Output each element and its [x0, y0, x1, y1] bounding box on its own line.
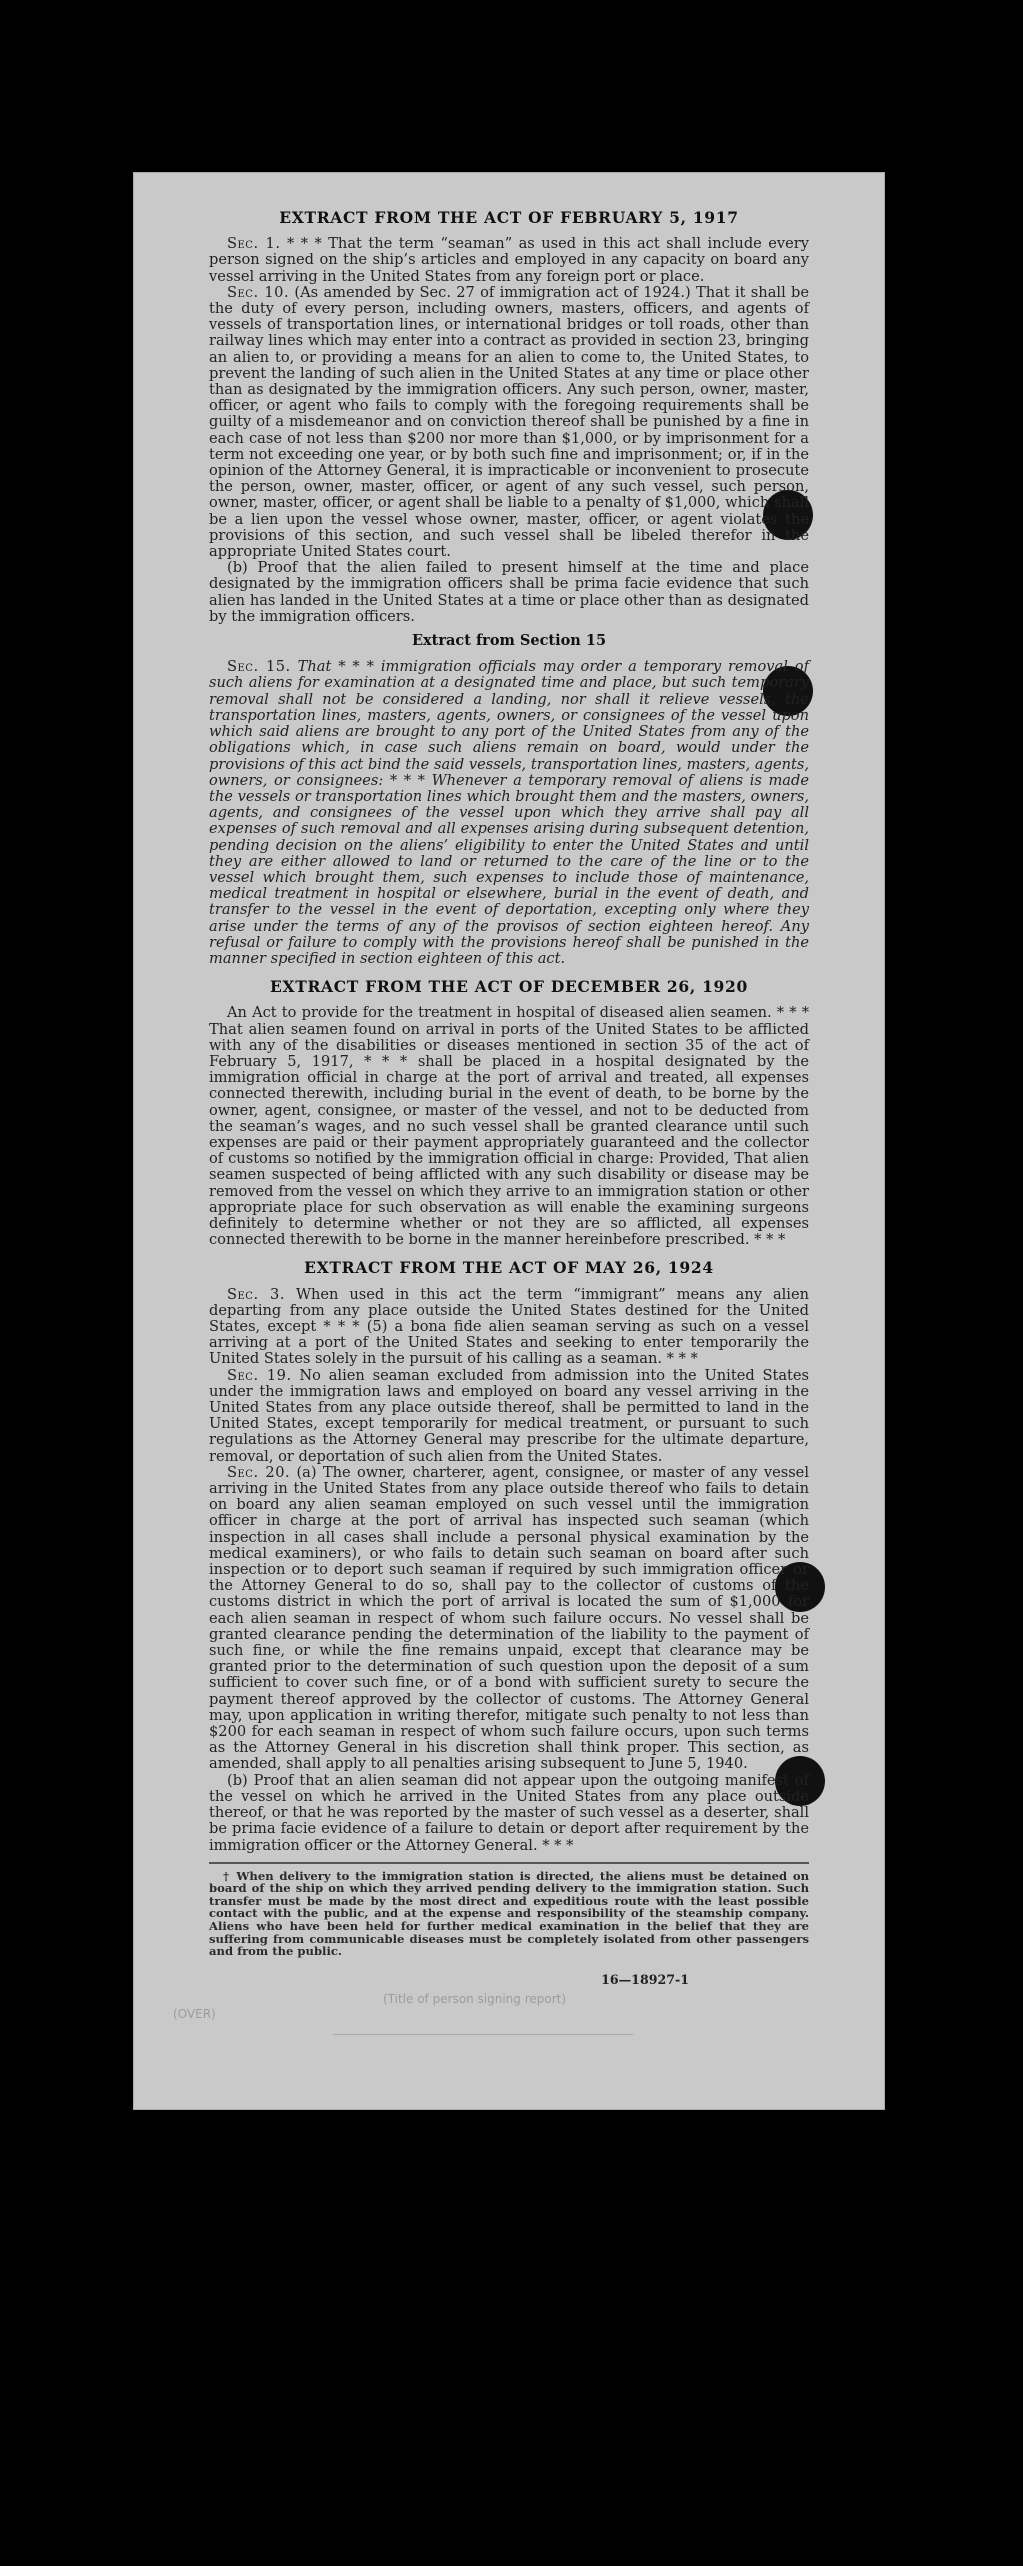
section-heading: EXTRACT FROM THE ACT OF FEBRUARY 5, 1917 [279, 208, 739, 227]
section-heading: EXTRACT FROM THE ACT OF MAY 26, 1924 [304, 1258, 714, 1278]
paragraph [209, 236, 809, 285]
section-lead: Sec. 10. [227, 283, 290, 301]
bleed-through-line [333, 2034, 633, 2035]
paragraph-text: (b) Proof that the alien failed to present himself at the time and place designated by the immigration officers shall be prima facie evidence that such alien has landed in the United States at a time or place other than as designated by the immigration officers. [209, 559, 809, 625]
paragraph [209, 1773, 809, 1854]
section-lead: Sec. 3. [227, 1285, 285, 1303]
paragraph [209, 1368, 809, 1465]
paragraph-text: * * * That the term “seaman” as used in this act shall include every person signed on the ship’s articles and employed in any capacity on board any vessel arriving in the United States from any foreign port or place. [209, 235, 810, 285]
section-heading: Extract from Section 15 [411, 632, 607, 650]
paragraph [209, 1005, 809, 1248]
paragraph-text: (As amended by Sec. 27 of immigration act of 1924.) That it shall be the duty of every person, including owners, masters, officers, and agents of vessels of transportation lines, or international bridges or toll roads, other than railway lines which may enter into a contract as provided in section 23, bringing an alien to, or providing a means for an alien to come to, the United States, to prevent the landing of such alien in the United States at any time or place other than as designated by the immigration officers. Any such person, owner, master, officer, or agent who fails to comply with the foregoing requirements shall be guilty of a misdemeanor and on conviction thereof shall be punished by a fine in each case of not less than $200 nor more than $1,000, or by imprisonment for a term not exceeding one year, or by both such fine and imprisonment; or, if in the opinion of the Attorney General, it is impracticable or inconvenient to prosecute the person, owner, master, officer, or agent of any such vessel, such person, owner, master, officer, or agent shall be liable to a penalty of $1,000, which shall be a lien upon the vessel whose owner, master, officer, or agent violates the provisions of this section, and such vessel shall be libeled therefor in the appropriate United States court. [209, 283, 810, 561]
section-lead: Sec. 1. [227, 235, 281, 253]
paragraph-text: An Act to provide for the treatment in hospital of diseased alien seamen. * * * That alien seamen found on arrival in ports of the United States to be afflicted with any of the disabilities or diseases mentioned in section 35 of the act of February 5, 1917, * * * shall be placed in a hospital designated by the immigration official in charge at the port of arrival and treated, all expenses connected therewith, including burial in the event of death, to be borne by the owner, agent, consignee, or master of the vessel, and not to be deducted from the seaman’s wages, and no such vessel shall be granted clearance until such expenses are paid or their payment appropriately guaranteed and the collector of customs so notified by the immigration official in charge: Provided, That alien seamen suspected of being afflicted with any such disability or disease may be removed from the vessel on which they arrive to an immigration station or other appropriate place for such observation as will enable the examining surgeons definitely to determine whether or not they are so afflicted, all expenses connected therewith to be borne in the manner hereinbefore prescribed. * * * [209, 1004, 809, 1249]
section-lead: Sec. 19. [227, 1366, 292, 1384]
section-lead: Sec. 20. [227, 1463, 291, 1481]
paragraph [209, 560, 809, 625]
footnote [209, 1870, 809, 1958]
footnote-divider [209, 1862, 809, 1864]
section-heading: EXTRACT FROM THE ACT OF DECEMBER 26, 1920 [269, 977, 749, 997]
paragraph-text: That * * * immigration officials may order a temporary removal of such aliens for examination at a designated time and place, but such temporary removal shall not be considered a landing, nor shall it relieve vessels, the transportation lines, masters, agents, owners, or consignees of the vessel upon which said aliens are brought to any port of the United States from any of the obligations which, in case such aliens remain on board, would under the provisions of this act bind the said vessels, transportation lines, masters, agents, owners, or consignees: * * * Whenever a temporary removal of aliens is made the vessels or transportation lines which brought them and the masters, owners, agents, and consignees of the vessel upon which they arrive shall pay all expenses of such removal and all expenses arising during subsequent detention, pending decision on the aliens’ eligibility to enter the United States and until they are either allowed to land or returned to the care of the line or to the vessel which brought them, such expenses to include those of maintenance, medical treatment in hospital or elsewhere, burial in the event of death, and transfer to the vessel in the event of deportation, excepting only where they arise under the terms of any of the provisos of section eighteen hereof. Any refusal or failure to comply with the provisions hereof shall be punished in the manner specified in section eighteen of this act. [209, 658, 809, 967]
paragraph [209, 1465, 809, 1773]
bleed-through-over-mark: (OVER) [173, 2007, 216, 2021]
paragraph-text: When used in this act the term “immigrant” means any alien departing from any place outside the United States destined for the United States, except * * * (5) a bona fide alien seaman serving as such on a vessel arriving at a port of the United States and seeking to enter temporarily the United States solely in the pursuit of his calling as a seaman. * * * [209, 1285, 810, 1368]
paragraph [209, 285, 809, 560]
section-lead: Sec. 15. [227, 658, 291, 676]
paragraph-text: No alien seaman excluded from admission into the United States under the immigration laws and employed on board any vessel arriving in the United States from any place outside thereof, shall be permitted to land in the United States, except temporarily for medical treatment, or pursuant to such regulations as the Attorney General may prescribe for the ultimate departure, removal, or deportation of such alien from the United States. [209, 1366, 810, 1465]
form-number: 16—18927-1 [601, 1971, 689, 1987]
footnote-text: † When delivery to the immigration station is directed, the aliens must be detained on board of the ship on which they arrived pending delivery to the immigration station. Such transfer must be made by the most direct and expeditious route with the least possible contact with the public, and at the expense and responsibility of the steamship company. Aliens who have been held for further medical examination in the belief that they are suffering from communicable diseases must be completely isolated from other passengers and from the public. [209, 1868, 809, 1959]
document-page [133, 172, 885, 2110]
bleed-through-caption: (Title of person signing report) [383, 1992, 567, 2006]
paragraph-text: (a) The owner, charterer, agent, consignee, or master of any vessel arriving in the United States from any place outside thereof who fails to detain on board any alien seaman employed on such vessel until the immigration officer in charge at the port of arrival has inspected such seaman (which inspection in all cases shall include a personal physical examination by the medical examiners), or who fails to detain such seaman on board after such inspection or to deport such seaman if required by such immigration officer or the Attorney General to do so, shall pay to the collector of customs of the customs district in which the port of arrival is located the sum of $1,000 for each alien seaman in respect of whom such failure occurs. No vessel shall be granted clearance pending the determination of the liability to the payment of such fine, or while the fine remains unpaid, except that clearance may be granted prior to the determination of such question upon the deposit of a sum sufficient to cover such fine, or of a bond with sufficient surety to secure the payment thereof approved by the collector of customs. The Attorney General may, upon application in writing therefor, mitigate such penalty to not less than $200 for each seaman in respect of whom such failure occurs, upon such terms as the Attorney General in his discretion shall think proper. This section, as amended, shall apply to all penalties arising subsequent to June 5, 1940. [209, 1463, 809, 1773]
paragraph [209, 1287, 809, 1368]
paragraph-text: (b) Proof that an alien seaman did not appear upon the outgoing manifest of the vessel on which he arrived in the United States from any place outside thereof, or that he was reported by the master of such vessel as a deserter, shall be prima facie evidence of a failure to detain or deport after requirement by the immigration officer or the Attorney General. * * * [209, 1771, 809, 1854]
paragraph [209, 659, 809, 967]
document-text [209, 210, 809, 1988]
